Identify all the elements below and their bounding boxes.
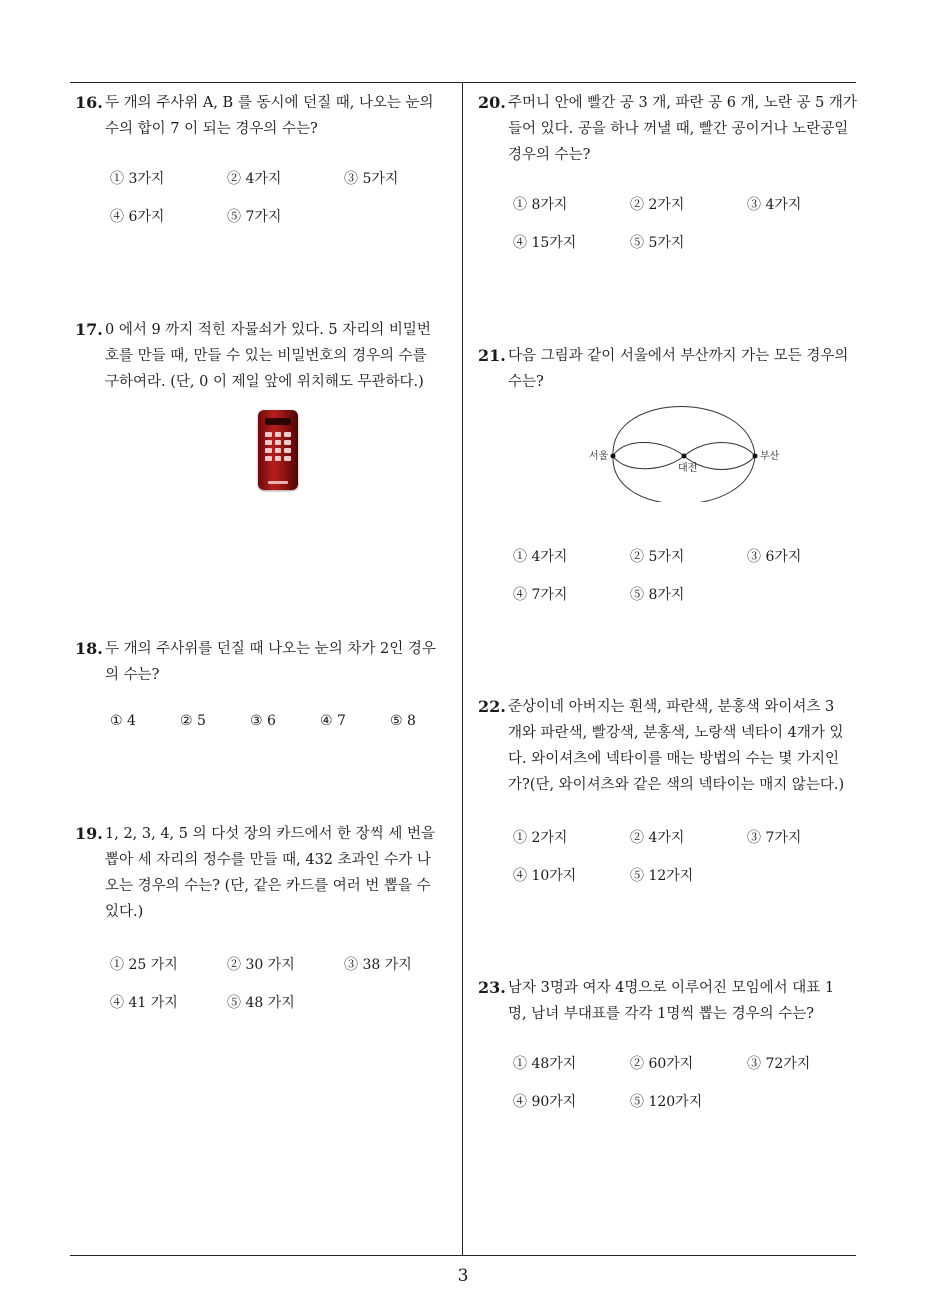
option-1[interactable]: ① 25 가지 bbox=[110, 957, 178, 973]
option-2[interactable]: ② 2가지 bbox=[630, 197, 685, 213]
route-seoul-daejeon-bottom bbox=[613, 456, 684, 469]
option-4[interactable]: ④ 7 bbox=[320, 713, 346, 729]
question-text: 두 개의 주사위 A, B 를 동시에 던질 때, 나오는 눈의 수의 합이 7 이 되는 경우의 수는? bbox=[105, 95, 434, 137]
node-seoul bbox=[611, 454, 616, 459]
question-text: 두 개의 주사위를 던질 때 나오는 눈의 차가 2인 경우 의 수는? bbox=[105, 641, 436, 683]
option-4[interactable]: ④ 7가지 bbox=[513, 587, 568, 603]
option-5[interactable]: ⑤ 8 bbox=[390, 713, 416, 729]
option-2[interactable]: ② 30 가지 bbox=[227, 957, 295, 973]
option-5[interactable]: ⑤ 48 가지 bbox=[227, 995, 295, 1011]
option-1[interactable]: ① 8가지 bbox=[513, 197, 568, 213]
node-busan bbox=[753, 454, 758, 459]
option-1[interactable]: ① 4가지 bbox=[513, 549, 568, 565]
question-text: 다음 그림과 같이 서울에서 부산까지 가는 모든 경우의 수는? bbox=[508, 348, 849, 390]
question-19 bbox=[75, 821, 460, 925]
question-21 bbox=[478, 343, 863, 395]
option-3[interactable]: ③ 7가지 bbox=[747, 830, 802, 846]
page-number: 3 bbox=[457, 1266, 469, 1286]
route-seoul-daejeon-top bbox=[613, 442, 684, 456]
option-2[interactable]: ② 4가지 bbox=[630, 830, 685, 846]
question-number: 22. bbox=[478, 697, 506, 716]
option-3[interactable]: ③ 38 가지 bbox=[344, 957, 412, 973]
node-daejeon bbox=[682, 454, 687, 459]
option-4[interactable]: ④ 15가지 bbox=[513, 235, 577, 251]
question-text: 0 에서 9 까지 적힌 자물쇠가 있다. 5 자리의 비밀번 호를 만들 때, 만들 수 있는 비밀번호의 경우의 수를 구하여라. (단, 0 이 제일 앞에 위치해도 무관하다.) bbox=[105, 322, 431, 390]
question-20 bbox=[478, 90, 863, 168]
option-5[interactable]: ⑤ 5가지 bbox=[630, 235, 685, 251]
label-seoul: 서울 bbox=[589, 451, 609, 462]
option-2[interactable]: ② 5 bbox=[180, 713, 206, 729]
bottom-rule bbox=[70, 1255, 856, 1256]
top-rule bbox=[70, 82, 856, 83]
option-3[interactable]: ③ 6가지 bbox=[747, 549, 802, 565]
question-number: 18. bbox=[75, 639, 103, 658]
question-text: 1, 2, 3, 4, 5 의 다섯 장의 카드에서 한 장씩 세 번을 뽑아 세 자리의 정수를 만들 때, 432 초과인 수가 나 오는 경우의 수는? (단, 같은 카드를 여러 번 뽑을 수 있다.) bbox=[105, 826, 435, 920]
option-5[interactable]: ⑤ 7가지 bbox=[227, 209, 282, 225]
keypad-lock-icon bbox=[258, 410, 298, 490]
option-3[interactable]: ③ 5가지 bbox=[344, 171, 399, 187]
question-number: 19. bbox=[75, 824, 103, 843]
label-busan: 부산 bbox=[760, 451, 780, 462]
option-3[interactable]: ③ 72가지 bbox=[747, 1056, 811, 1072]
option-4[interactable]: ④ 90가지 bbox=[513, 1094, 577, 1110]
question-number: 16. bbox=[75, 93, 103, 112]
question-text: 남자 3명과 여자 4명으로 이루어진 모임에서 대표 1 명, 남녀 부대표를 각각 1명씩 뽑는 경우의 수는? bbox=[508, 980, 835, 1022]
option-5[interactable]: ⑤ 12가지 bbox=[630, 868, 694, 884]
question-16 bbox=[75, 90, 460, 142]
option-2[interactable]: ② 5가지 bbox=[630, 549, 685, 565]
option-2[interactable]: ② 4가지 bbox=[227, 171, 282, 187]
question-number: 20. bbox=[478, 93, 506, 112]
option-1[interactable]: ① 3가지 bbox=[110, 171, 165, 187]
option-5[interactable]: ⑤ 120가지 bbox=[630, 1094, 703, 1110]
option-2[interactable]: ② 60가지 bbox=[630, 1056, 694, 1072]
question-number: 21. bbox=[478, 346, 506, 365]
option-1[interactable]: ① 4 bbox=[110, 713, 136, 729]
option-4[interactable]: ④ 41 가지 bbox=[110, 995, 178, 1011]
option-1[interactable]: ① 48가지 bbox=[513, 1056, 577, 1072]
route-outer-top bbox=[613, 407, 755, 457]
question-22 bbox=[478, 694, 863, 798]
question-text: 주머니 안에 빨간 공 3 개, 파란 공 6 개, 노란 공 5 개가 들어 있다. 공을 하나 꺼낼 때, 빨간 공이거나 노란공일 경우의 수는? bbox=[508, 95, 857, 163]
option-5[interactable]: ⑤ 8가지 bbox=[630, 587, 685, 603]
question-number: 23. bbox=[478, 978, 506, 997]
question-text: 준상이네 아버지는 흰색, 파란색, 분홍색 와이셔츠 3 개와 파란색, 빨강색, 분홍색, 노랑색 넥타이 4개가 있 다. 와이셔츠에 넥타이를 매는 방법의 수는 몇 가지인 가?(단, 와이셔츠와 같은 색의 넥타이는 매지 않는다.) bbox=[508, 699, 845, 793]
option-3[interactable]: ③ 6 bbox=[250, 713, 276, 729]
option-4[interactable]: ④ 10가지 bbox=[513, 868, 577, 884]
question-17 bbox=[75, 317, 460, 395]
question-18 bbox=[75, 636, 460, 688]
label-daejeon: 대전 bbox=[678, 463, 698, 474]
option-3[interactable]: ③ 4가지 bbox=[747, 197, 802, 213]
question-number: 17. bbox=[75, 320, 103, 339]
option-4[interactable]: ④ 6가지 bbox=[110, 209, 165, 225]
route-daejeon-busan-top bbox=[684, 443, 755, 457]
question-23 bbox=[478, 975, 863, 1027]
column-divider bbox=[462, 82, 463, 1256]
route-diagram bbox=[580, 400, 790, 502]
option-1[interactable]: ① 2가지 bbox=[513, 830, 568, 846]
